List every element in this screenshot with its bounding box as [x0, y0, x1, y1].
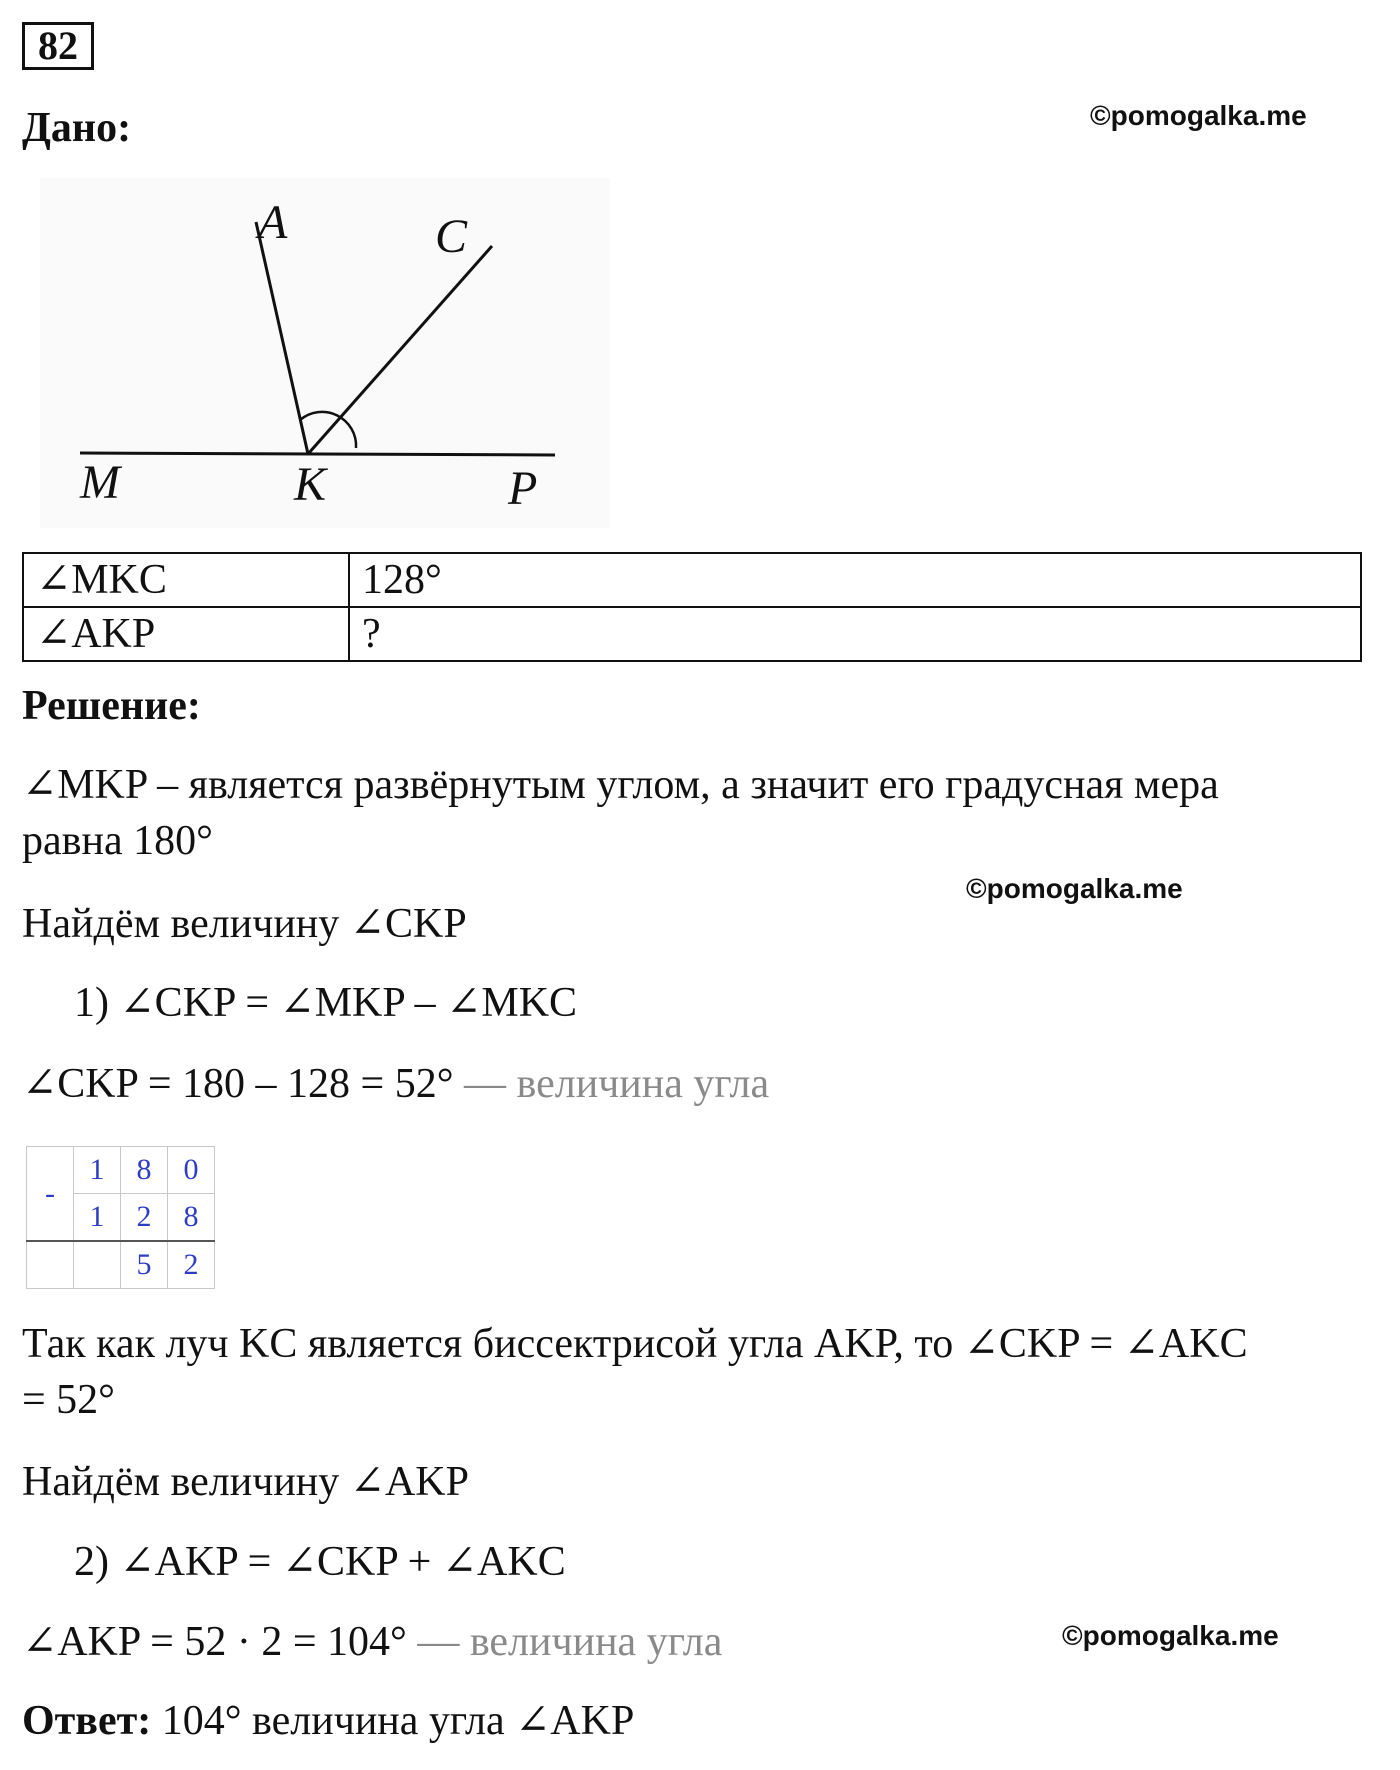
calc-result-row [27, 1241, 215, 1289]
solution-heading: Решение: [22, 683, 201, 729]
solution-calc [22, 1058, 769, 1108]
label-c: C [435, 210, 468, 263]
given-value-cell: ? [349, 607, 1361, 661]
digit-cell: 1 [74, 1147, 121, 1194]
given-heading: Дано: [22, 105, 132, 151]
solution-step: 1) ∠CKP = ∠MKP – ∠MKC [74, 980, 578, 1026]
label-m: M [80, 456, 120, 509]
line-mp [80, 453, 555, 455]
digit-cell: 2 [121, 1194, 168, 1242]
solution-text: = 52° [22, 1377, 115, 1423]
calc-note: — величина угла [453, 1061, 770, 1107]
calc-row [27, 1147, 215, 1194]
watermark: ©pomogalka.me [1090, 100, 1307, 131]
answer [22, 1695, 634, 1745]
digit-cell [74, 1241, 121, 1289]
subtraction-table [26, 1146, 215, 1289]
given-value-cell: 128° [349, 553, 1361, 607]
watermark: ©pomogalka.me [966, 873, 1183, 904]
digit-cell: 5 [121, 1241, 168, 1289]
calc-expression: ∠CKP = 180 – 128 = 52° [22, 1061, 454, 1107]
given-name-cell: ∠MKC [23, 553, 349, 607]
angle-figure [40, 178, 610, 528]
angle-diagram [40, 178, 610, 528]
table-row [23, 553, 1361, 607]
table-row [23, 607, 1361, 661]
digit-cell: 8 [121, 1147, 168, 1194]
ray-kc [308, 246, 492, 454]
solution-text: ∠MKP – является развёрнутым углом, а значит его градусная мера [22, 762, 1219, 808]
label-p: P [508, 462, 538, 515]
watermark: ©pomogalka.me [1062, 1620, 1279, 1651]
digit-cell: 1 [74, 1194, 121, 1242]
given-name-cell: ∠AKP [23, 607, 349, 661]
label-k: K [294, 458, 327, 511]
minus-sign: - [27, 1147, 74, 1242]
label-a: A [258, 196, 288, 249]
digit-cell: 2 [168, 1241, 215, 1289]
solution-text: равна 180° [22, 818, 213, 864]
digit-cell: 8 [168, 1194, 215, 1242]
answer-text: 104° величина угла ∠AKP [151, 1698, 635, 1744]
solution-text: Так как луч KC является биссектрисой угла AKP, то ∠CKP = ∠AKC [22, 1321, 1248, 1367]
solution-step: 2) ∠AKP = ∠CKP + ∠AKC [74, 1539, 566, 1585]
digit-cell: 0 [168, 1147, 215, 1194]
calc-note: — величина угла [406, 1619, 723, 1665]
problem-number: 82 [22, 22, 94, 70]
calc-expression: ∠AKP = 52 · 2 = 104° [22, 1619, 407, 1665]
solution-calc [22, 1616, 722, 1666]
answer-label: Ответ: [22, 1698, 152, 1744]
solution-text: Найдём величину ∠CKP [22, 901, 467, 947]
given-table [22, 552, 1362, 662]
solution-text: Найдём величину ∠AKP [22, 1459, 469, 1505]
digit-cell [27, 1241, 74, 1289]
